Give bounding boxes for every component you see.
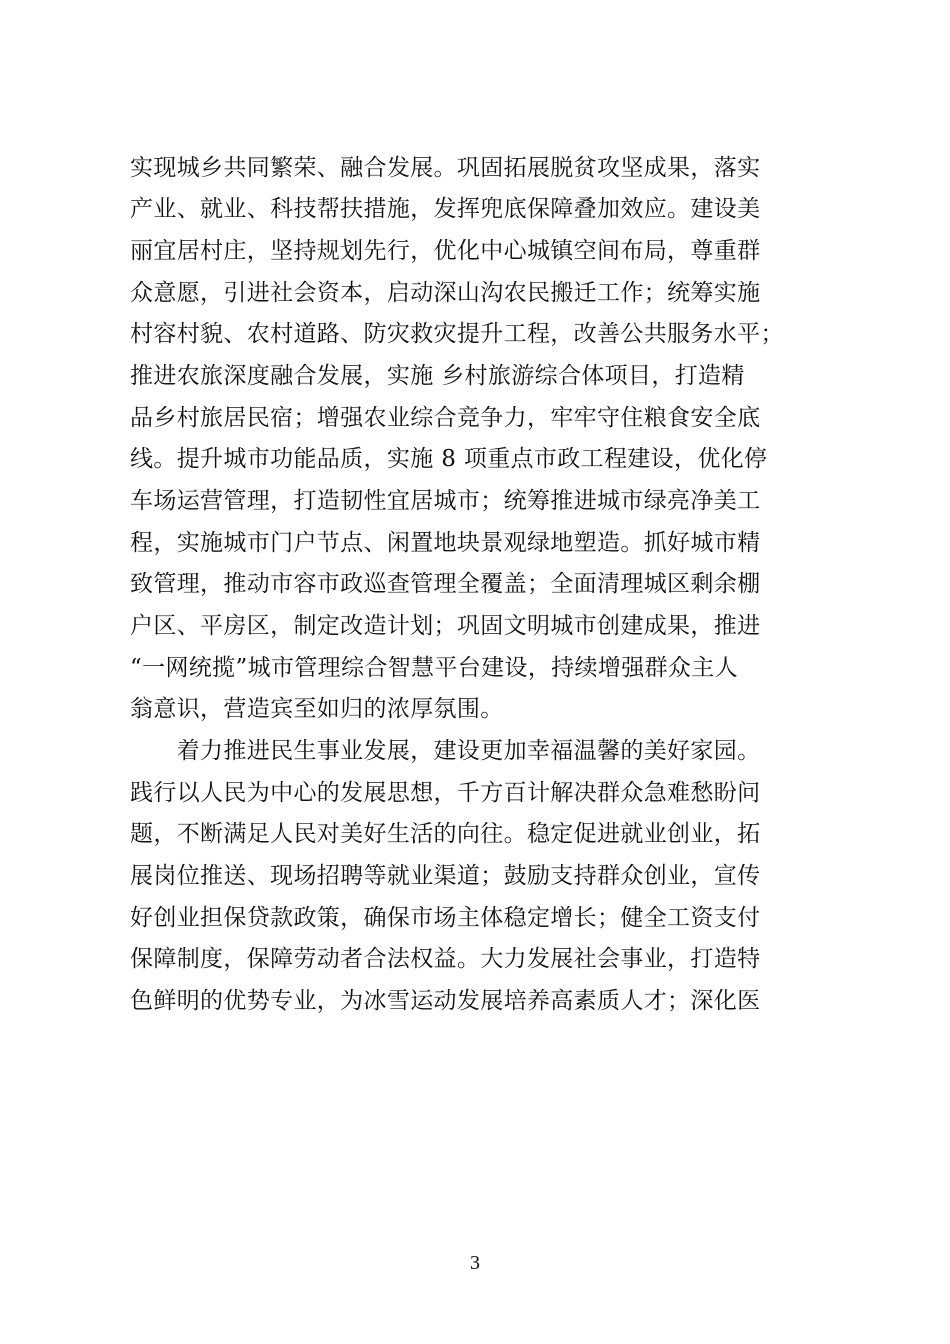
text-line: 户区、平房区，制定改造计划；巩固文明城市创建成果，推进: [130, 613, 761, 639]
text-line: 推进农旅深度融合发展，实施 乡村旅游综合体项目，打造精: [130, 363, 745, 389]
text-line: 色鲜明的优势专业，为冰雪运动发展培养高素质人才；深化医: [130, 988, 761, 1014]
text-line: 保障制度，保障劳动者合法权益。大力发展社会事业，打造特: [130, 946, 761, 972]
page-number: 3: [470, 1252, 480, 1274]
text-line: 车场运营管理，打造韧性宜居城市；统筹推进城市绿亮净美工: [130, 488, 761, 514]
text-line: 村容村貌、农村道路、防灾救灾提升工程，改善公共服务水平；: [130, 321, 784, 347]
text-line: “一网统揽”城市管理综合智慧平台建设，持续增强群众主人: [130, 655, 738, 681]
text-line: 展岗位推送、现场招聘等就业渠道；鼓励支持群众创业，宣传: [130, 863, 761, 889]
text-line: 题，不断满足人民对美好生活的向往。稳定促进就业创业，拓: [130, 821, 761, 847]
text-line: 实现城乡共同繁荣、融合发展。巩固拓展脱贫攻坚成果，落实: [130, 155, 761, 181]
text-line: 众意愿，引进社会资本，启动深山沟农民搬迁工作；统筹实施: [130, 280, 761, 306]
text-line: 践行以人民为中心的发展思想，千方百计解决群众急难愁盼问: [130, 780, 761, 806]
text-line: 线。提升城市功能品质，实施 8 项重点市政工程建设，优化停: [130, 446, 768, 472]
text-line: 翁意识，营造宾至如归的浓厚氛围。: [130, 696, 504, 722]
text-line: 品乡村旅居民宿；增强农业综合竞争力，牢牢守住粮食安全底: [130, 405, 761, 431]
text-line: 致管理，推动市容市政巡查管理全覆盖；全面清理城区剩余棚: [130, 571, 761, 597]
text-line: 丽宜居村庄，坚持规划先行，优化中心城镇空间布局，尊重群: [130, 238, 761, 264]
text-line: 产业、就业、科技帮扶措施，发挥兜底保障叠加效应。建设美: [130, 196, 761, 222]
text-line: 好创业担保贷款政策，确保市场主体稳定增长；健全工资支付: [130, 905, 761, 931]
text-line: 程，实施城市门户节点、闲置地块景观绿地塑造。抓好城市精: [130, 530, 761, 556]
text-line: 着力推进民生事业发展，建设更加幸福温馨的美好家园。: [130, 738, 761, 764]
